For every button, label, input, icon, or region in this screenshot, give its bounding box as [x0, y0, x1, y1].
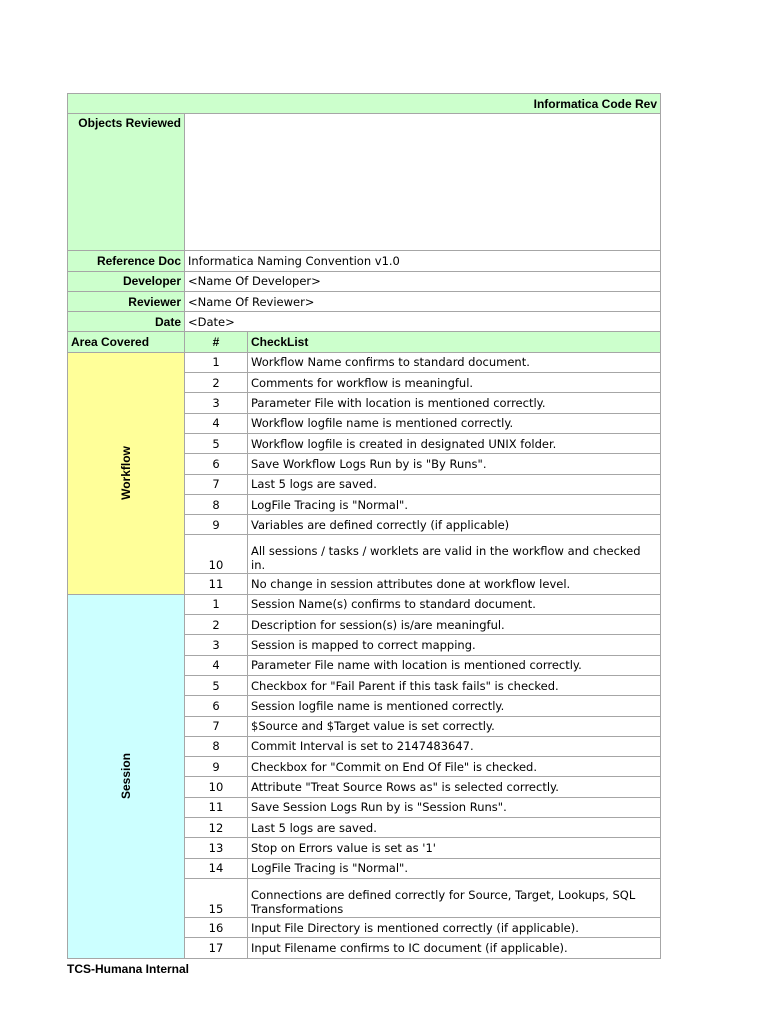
- item-text[interactable]: Variables are defined correctly (if applicable): [248, 515, 661, 535]
- item-number: 17: [185, 938, 248, 958]
- item-number: 8: [185, 736, 248, 756]
- checklist-table: [67, 93, 661, 959]
- item-number: 14: [185, 858, 248, 878]
- item-text[interactable]: Last 5 logs are saved.: [248, 818, 661, 838]
- objects-reviewed-value[interactable]: [185, 114, 661, 251]
- reference-doc-label: Reference Doc: [68, 251, 185, 271]
- item-number: 15: [185, 878, 248, 917]
- item-number: 5: [185, 433, 248, 453]
- item-number: 6: [185, 454, 248, 474]
- item-number: 1: [185, 352, 248, 372]
- item-number: 11: [185, 797, 248, 817]
- item-number: 12: [185, 818, 248, 838]
- date-value[interactable]: <Date>: [185, 312, 661, 332]
- date-row: [68, 312, 661, 332]
- reviewer-row: [68, 291, 661, 311]
- item-number: 6: [185, 696, 248, 716]
- checklist-table-body: [68, 94, 661, 959]
- column-header-checklist: CheckList: [248, 332, 661, 352]
- column-header-row: [68, 332, 661, 352]
- item-text[interactable]: Input Filename confirms to IC document (if applicable).: [248, 938, 661, 958]
- reference-doc-row: [68, 251, 661, 271]
- area-label: Session: [119, 753, 133, 800]
- item-number: 16: [185, 917, 248, 937]
- column-header-num: #: [185, 332, 248, 352]
- developer-row: [68, 271, 661, 291]
- item-text[interactable]: $Source and $Target value is set correctly.: [248, 716, 661, 736]
- item-text[interactable]: Checkbox for "Commit on End Of File" is checked.: [248, 757, 661, 777]
- item-number: 4: [185, 413, 248, 433]
- title-row: [68, 94, 661, 114]
- item-text[interactable]: LogFile Tracing is "Normal".: [248, 494, 661, 514]
- item-number: 7: [185, 716, 248, 736]
- item-text[interactable]: Session Name(s) confirms to standard document.: [248, 594, 661, 614]
- item-text[interactable]: Parameter File name with location is mentioned correctly.: [248, 655, 661, 675]
- item-number: 4: [185, 655, 248, 675]
- item-text[interactable]: Workflow Name confirms to standard document.: [248, 352, 661, 372]
- item-text[interactable]: Workflow logfile name is mentioned correctly.: [248, 413, 661, 433]
- item-text[interactable]: Connections are defined correctly for Source, Target, Lookups, SQL Transformations: [248, 878, 661, 917]
- item-text[interactable]: Checkbox for "Fail Parent if this task fails" is checked.: [248, 675, 661, 695]
- item-text[interactable]: Comments for workflow is meaningful.: [248, 373, 661, 393]
- table-row: [68, 352, 661, 372]
- item-text[interactable]: Attribute "Treat Source Rows as" is selected correctly.: [248, 777, 661, 797]
- item-text[interactable]: Stop on Errors value is set as '1': [248, 838, 661, 858]
- objects-reviewed-label: Objects Reviewed: [68, 114, 185, 251]
- item-number: 2: [185, 615, 248, 635]
- item-text[interactable]: Workflow logfile is created in designated UNIX folder.: [248, 433, 661, 453]
- reviewer-label: Reviewer: [68, 291, 185, 311]
- sheet-title: Informatica Code Rev: [68, 94, 661, 114]
- item-number: 10: [185, 777, 248, 797]
- developer-value[interactable]: <Name Of Developer>: [185, 271, 661, 291]
- item-text[interactable]: Save Workflow Logs Run by is "By Runs".: [248, 454, 661, 474]
- reference-doc-value[interactable]: Informatica Naming Convention v1.0: [185, 251, 661, 271]
- area-cell-session: [68, 594, 185, 958]
- item-text[interactable]: Session is mapped to correct mapping.: [248, 635, 661, 655]
- item-text[interactable]: Parameter File with location is mentioned correctly.: [248, 393, 661, 413]
- objects-reviewed-row: [68, 114, 661, 251]
- item-number: 9: [185, 757, 248, 777]
- item-text[interactable]: Last 5 logs are saved.: [248, 474, 661, 494]
- item-number: 5: [185, 675, 248, 695]
- item-text[interactable]: No change in session attributes done at workflow level.: [248, 574, 661, 594]
- column-header-area: Area Covered: [68, 332, 185, 352]
- developer-label: Developer: [68, 271, 185, 291]
- item-text[interactable]: Commit Interval is set to 2147483647.: [248, 736, 661, 756]
- item-text[interactable]: Save Session Logs Run by is "Session Runs".: [248, 797, 661, 817]
- item-number: 10: [185, 535, 248, 574]
- area-label: Workflow: [119, 446, 133, 501]
- date-label: Date: [68, 312, 185, 332]
- item-text[interactable]: LogFile Tracing is "Normal".: [248, 858, 661, 878]
- item-number: 3: [185, 393, 248, 413]
- item-text[interactable]: Session logfile name is mentioned correctly.: [248, 696, 661, 716]
- footer-text: TCS-Humana Internal: [67, 962, 190, 976]
- item-number: 11: [185, 574, 248, 594]
- item-text[interactable]: Description for session(s) is/are meaningful.: [248, 615, 661, 635]
- item-number: 13: [185, 838, 248, 858]
- code-review-sheet: [67, 93, 660, 959]
- item-number: 7: [185, 474, 248, 494]
- item-number: 3: [185, 635, 248, 655]
- item-text[interactable]: All sessions / tasks / worklets are valid in the workflow and checked in.: [248, 535, 661, 574]
- item-text[interactable]: Input File Directory is mentioned correctly (if applicable).: [248, 917, 661, 937]
- item-number: 1: [185, 594, 248, 614]
- item-number: 2: [185, 373, 248, 393]
- item-number: 8: [185, 494, 248, 514]
- area-cell-workflow: [68, 352, 185, 594]
- table-row: [68, 594, 661, 614]
- item-number: 9: [185, 515, 248, 535]
- reviewer-value[interactable]: <Name Of Reviewer>: [185, 291, 661, 311]
